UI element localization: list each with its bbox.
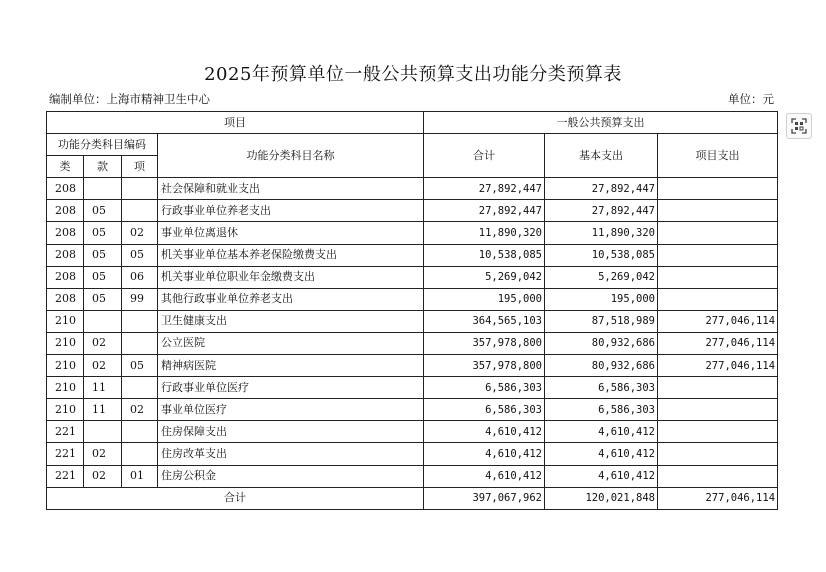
cell-total: 4,610,412 xyxy=(424,421,545,443)
cell-name: 事业单位离退休 xyxy=(158,222,424,244)
cell-project: 277,046,114 xyxy=(658,355,778,377)
header-total: 合计 xyxy=(424,134,545,178)
table-row xyxy=(47,178,778,200)
cell-kuan: 02 xyxy=(84,443,122,465)
cell-name: 其他行政事业单位养老支出 xyxy=(158,288,424,310)
cell-project: 277,046,114 xyxy=(658,310,778,332)
cell-basic: 5,269,042 xyxy=(545,266,658,288)
cell-lei: 208 xyxy=(47,266,84,288)
cell-lei: 208 xyxy=(47,244,84,266)
header-basic: 基本支出 xyxy=(545,134,658,178)
cell-name: 卫生健康支出 xyxy=(158,310,424,332)
cell-project xyxy=(658,399,778,421)
cell-xiang xyxy=(122,332,158,354)
cell-kuan: 11 xyxy=(84,377,122,399)
cell-project xyxy=(658,222,778,244)
cell-project xyxy=(658,443,778,465)
cell-kuan: 02 xyxy=(84,355,122,377)
cell-total: 27,892,447 xyxy=(424,178,545,200)
cell-lei: 208 xyxy=(47,288,84,310)
table-row xyxy=(47,200,778,222)
header-lei: 类 xyxy=(47,156,84,178)
cell-kuan xyxy=(84,310,122,332)
total-row xyxy=(47,487,778,509)
cell-kuan: 11 xyxy=(84,399,122,421)
cell-xiang: 02 xyxy=(122,399,158,421)
cell-lei: 210 xyxy=(47,310,84,332)
budget-table xyxy=(46,111,778,510)
cell-xiang xyxy=(122,200,158,222)
table-row xyxy=(47,443,778,465)
cell-lei: 210 xyxy=(47,399,84,421)
cell-name: 机关事业单位基本养老保险缴费支出 xyxy=(158,244,424,266)
header-code-group: 功能分类科目编码 xyxy=(47,134,158,156)
cell-xiang xyxy=(122,421,158,443)
page-title: 2025年预算单位一般公共预算支出功能分类预算表 xyxy=(204,64,622,85)
cell-lei: 208 xyxy=(47,222,84,244)
table-row xyxy=(47,332,778,354)
cell-basic: 80,932,686 xyxy=(545,355,658,377)
cell-total: 364,565,103 xyxy=(424,310,545,332)
table-row xyxy=(47,222,778,244)
cell-xiang: 99 xyxy=(122,288,158,310)
header-project-exp: 项目支出 xyxy=(658,134,778,178)
cell-basic: 87,518,989 xyxy=(545,310,658,332)
cell-xiang xyxy=(122,443,158,465)
cell-xiang: 06 xyxy=(122,266,158,288)
cell-name: 行政事业单位养老支出 xyxy=(158,200,424,222)
cell-total: 6,586,303 xyxy=(424,399,545,421)
cell-kuan xyxy=(84,178,122,200)
cell-lei: 210 xyxy=(47,332,84,354)
table-row xyxy=(47,355,778,377)
cell-name: 精神病医院 xyxy=(158,355,424,377)
table-row xyxy=(47,266,778,288)
header-row-2 xyxy=(47,134,778,156)
cell-lei: 221 xyxy=(47,465,84,487)
cell-basic: 6,586,303 xyxy=(545,377,658,399)
total-total: 397,067,962 xyxy=(424,487,545,509)
cell-basic: 80,932,686 xyxy=(545,332,658,354)
cell-xiang xyxy=(122,310,158,332)
cell-xiang: 02 xyxy=(122,222,158,244)
cell-lei: 221 xyxy=(47,421,84,443)
cell-total: 5,269,042 xyxy=(424,266,545,288)
cell-total: 4,610,412 xyxy=(424,443,545,465)
total-project: 277,046,114 xyxy=(658,487,778,509)
cell-xiang: 05 xyxy=(122,244,158,266)
cell-project: 277,046,114 xyxy=(658,332,778,354)
cell-name: 住房保障支出 xyxy=(158,421,424,443)
cell-basic: 4,610,412 xyxy=(545,421,658,443)
cell-basic: 10,538,085 xyxy=(545,244,658,266)
header-row-1 xyxy=(47,112,778,134)
cell-total: 4,610,412 xyxy=(424,465,545,487)
cell-project xyxy=(658,266,778,288)
cell-total: 11,890,320 xyxy=(424,222,545,244)
cell-lei: 208 xyxy=(47,178,84,200)
table-row xyxy=(47,310,778,332)
table-row xyxy=(47,377,778,399)
cell-basic: 4,610,412 xyxy=(545,443,658,465)
total-basic: 120,021,848 xyxy=(545,487,658,509)
cell-xiang: 05 xyxy=(122,355,158,377)
cell-kuan: 05 xyxy=(84,222,122,244)
cell-kuan: 05 xyxy=(84,200,122,222)
cell-lei: 210 xyxy=(47,355,84,377)
cell-total: 195,000 xyxy=(424,288,545,310)
cell-kuan: 02 xyxy=(84,465,122,487)
cell-xiang xyxy=(122,377,158,399)
cell-kuan: 02 xyxy=(84,332,122,354)
total-label: 合计 xyxy=(47,487,424,509)
cell-name: 住房改革支出 xyxy=(158,443,424,465)
cell-project xyxy=(658,288,778,310)
cell-lei: 208 xyxy=(47,200,84,222)
cell-project xyxy=(658,244,778,266)
cell-name: 事业单位医疗 xyxy=(158,399,424,421)
unit-label: 单位：元 xyxy=(728,92,774,106)
header-kuan: 款 xyxy=(84,156,122,178)
cell-basic: 4,610,412 xyxy=(545,465,658,487)
cell-basic: 27,892,447 xyxy=(545,178,658,200)
header-name: 功能分类科目名称 xyxy=(158,134,424,178)
cell-project xyxy=(658,200,778,222)
header-project: 项目 xyxy=(47,112,424,134)
cell-lei: 210 xyxy=(47,377,84,399)
cell-kuan xyxy=(84,421,122,443)
table-row xyxy=(47,421,778,443)
header-general-budget: 一般公共预算支出 xyxy=(424,112,778,134)
cell-name: 机关事业单位职业年金缴费支出 xyxy=(158,266,424,288)
cell-name: 社会保障和就业支出 xyxy=(158,178,424,200)
cell-name: 住房公积金 xyxy=(158,465,424,487)
cell-kuan: 05 xyxy=(84,288,122,310)
cell-basic: 6,586,303 xyxy=(545,399,658,421)
qr-scan-glyph xyxy=(791,118,807,134)
cell-basic: 195,000 xyxy=(545,288,658,310)
cell-project xyxy=(658,465,778,487)
cell-lei: 221 xyxy=(47,443,84,465)
cell-name: 行政事业单位医疗 xyxy=(158,377,424,399)
cell-total: 27,892,447 xyxy=(424,200,545,222)
cell-project xyxy=(658,377,778,399)
cell-kuan: 05 xyxy=(84,266,122,288)
cell-basic: 27,892,447 xyxy=(545,200,658,222)
cell-basic: 11,890,320 xyxy=(545,222,658,244)
qr-scan-icon[interactable] xyxy=(786,113,812,139)
table-row xyxy=(47,399,778,421)
cell-xiang xyxy=(122,178,158,200)
cell-project xyxy=(658,421,778,443)
cell-project xyxy=(658,178,778,200)
cell-total: 357,978,800 xyxy=(424,355,545,377)
table-row xyxy=(47,465,778,487)
cell-total: 357,978,800 xyxy=(424,332,545,354)
cell-total: 10,538,085 xyxy=(424,244,545,266)
table-row xyxy=(47,288,778,310)
cell-xiang: 01 xyxy=(122,465,158,487)
cell-name: 公立医院 xyxy=(158,332,424,354)
cell-kuan: 05 xyxy=(84,244,122,266)
cell-total: 6,586,303 xyxy=(424,377,545,399)
table-row xyxy=(47,244,778,266)
organization-label: 编制单位：上海市精神卫生中心 xyxy=(49,92,210,106)
header-xiang: 项 xyxy=(122,156,158,178)
